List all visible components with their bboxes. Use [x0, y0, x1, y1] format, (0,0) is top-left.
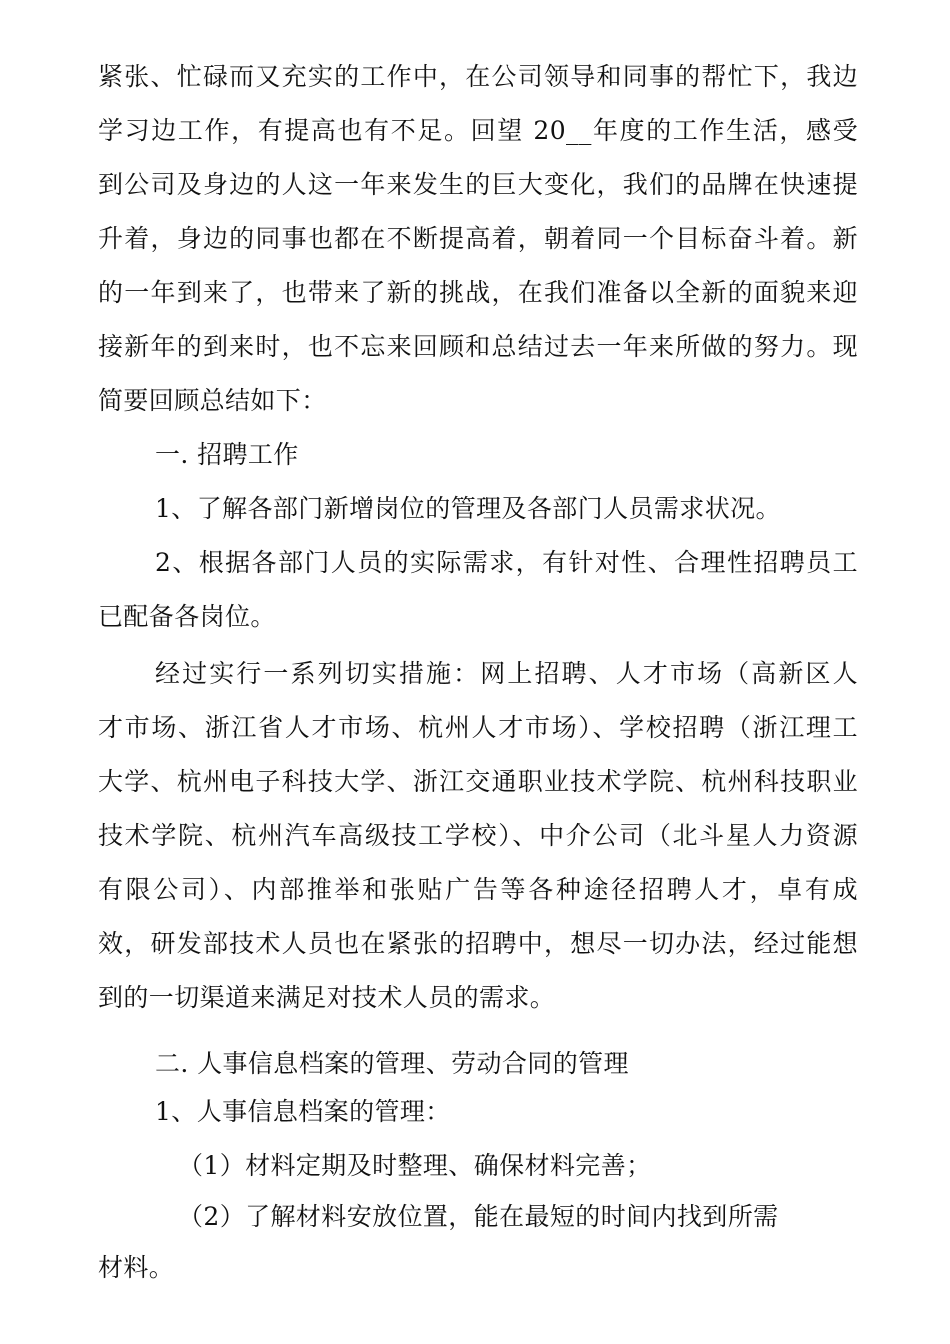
section1-paragraph-line-7: 到的一切渠道来满足对技术人员的需求。 — [98, 983, 556, 1012]
section2-sub2-line-1: （2）了解材料安放位置，能在最短的时间内找到所需 — [178, 1202, 779, 1231]
section1-paragraph-line-3: 大学、杭州电子科技大学、浙江交通职业技术学院、杭州科技职业 — [98, 767, 858, 796]
section1-paragraph-line-4: 技术学院、杭州汽车高级技工学校）、中介公司（北斗星人力资源 — [98, 821, 858, 850]
section1-heading: 一. 招聘工作 — [155, 440, 299, 469]
section1-paragraph-line-6: 效，研发部技术人员也在紧张的招聘中，想尽一切办法，经过能想 — [98, 929, 858, 958]
intro-line-2: 学习边工作，有提高也有不足。回望 20__年度的工作生活，感受 — [98, 116, 858, 145]
section1-item2-line-1: 2、根据各部门人员的实际需求，有针对性、合理性招聘员工 — [155, 548, 858, 577]
intro-line-7: 简要回顾总结如下： — [98, 386, 327, 415]
section1-item1: 1、了解各部门新增岗位的管理及各部门人员需求状况。 — [155, 494, 781, 523]
intro-line-3: 到公司及身边的人这一年来发生的巨大变化，我们的品牌在快速提 — [98, 170, 858, 199]
section1-paragraph-line-1: 经过实行一系列切实措施：网上招聘、人才市场（高新区人 — [155, 659, 858, 688]
section2-heading: 二. 人事信息档案的管理、劳动合同的管理 — [155, 1049, 629, 1078]
intro-line-1: 紧张、忙碌而又充实的工作中，在公司领导和同事的帮忙下，我边 — [98, 62, 858, 91]
section1-paragraph-line-5: 有限公司）、内部推举和张贴广告等各种途径招聘人才，卓有成 — [98, 875, 858, 904]
intro-line-6: 接新年的到来时，也不忘来回顾和总结过去一年来所做的努力。现 — [98, 332, 858, 361]
intro-line-4: 升着，身边的同事也都在不断提高着，朝着同一个目标奋斗着。新 — [98, 224, 858, 253]
section2-item1: 1、人事信息档案的管理： — [155, 1097, 451, 1126]
section1-item2-line-2: 已配备各岗位。 — [98, 602, 276, 631]
section2-sub1: （1）材料定期及时整理、确保材料完善； — [178, 1151, 652, 1180]
intro-line-5: 的一年到来了，也带来了新的挑战，在我们准备以全新的面貌来迎 — [98, 278, 858, 307]
section2-sub2-line-2: 材料。 — [98, 1253, 175, 1282]
section1-paragraph-line-2: 才市场、浙江省人才市场、杭州人才市场）、学校招聘（浙江理工 — [98, 713, 858, 742]
